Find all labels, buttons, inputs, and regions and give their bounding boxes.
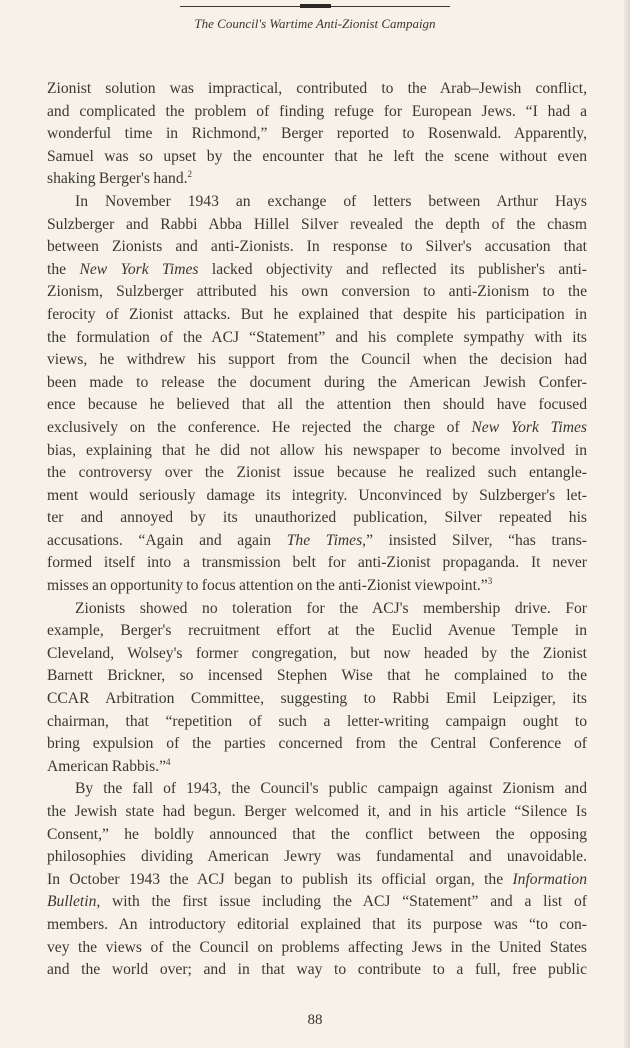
text-span: Zionists showed no toleration for the ACJ's membership drive. For	[75, 599, 587, 617]
text-line	[47, 236, 587, 259]
text-line	[47, 688, 587, 711]
text-span: In November 1943 an exchange of letters between Arthur Hays	[75, 192, 587, 210]
text-line	[47, 327, 587, 350]
text-line	[47, 191, 587, 214]
text-line	[47, 778, 587, 801]
text-span: with the first issue including the ACJ “Statement” and a list of	[100, 893, 587, 911]
italic-text: New York Times	[79, 260, 199, 278]
text-span: philosophies dividing American Jewry was fundamental and unavoidable.	[47, 848, 587, 866]
footnote-ref: 4	[166, 756, 171, 767]
text-span: lacked objectivity and reflected its publisher's anti-	[198, 260, 587, 278]
italic-text: Bulletin,	[47, 893, 101, 911]
text-line	[47, 349, 587, 372]
text-line	[47, 756, 587, 779]
text-line	[47, 846, 587, 869]
body-text	[47, 78, 587, 982]
text-line	[47, 462, 587, 485]
text-span: been made to release the document during the American Jewish Confer-	[47, 373, 587, 391]
text-span: Zionism, Sulzberger attributed his own conversion to anti-Zionism to the	[47, 283, 587, 301]
text-line	[47, 530, 587, 553]
text-span: bias, explaining that he did not allow his newspaper to become involved in	[47, 441, 587, 459]
text-line	[47, 643, 587, 666]
text-line	[47, 598, 587, 621]
text-span: the controversy over the Zionist issue because he realized such entangle-	[47, 464, 587, 482]
text-line	[47, 304, 587, 327]
running-head: The Council's Wartime Anti-Zionist Campaign	[194, 16, 436, 31]
text-line	[47, 417, 587, 440]
text-span: Barnett Brickner, so incensed Stephen Wise that he complained to the	[47, 667, 587, 685]
text-span: ter and annoyed by its unauthorized publication, Silver repeated his	[47, 509, 587, 527]
page-edge	[624, 0, 630, 1048]
text-line	[47, 440, 587, 463]
text-span: exclusively on the conference. He rejected the charge of	[47, 418, 472, 436]
text-span: members. An introductory editorial explained that its purpose was “to con-	[47, 915, 587, 933]
text-span: the	[47, 260, 80, 278]
text-span: shaking Berger's hand.	[47, 170, 188, 188]
text-span: ” insisted Silver, “has trans-	[366, 531, 587, 549]
text-line	[47, 869, 587, 892]
italic-text: The Times,	[286, 531, 367, 549]
text-span: Sulzberger and Rabbi Abba Hillel Silver revealed the depth of the chasm	[47, 215, 587, 233]
text-span: wonderful time in Richmond,” Berger reported to Rosenwald. Apparently,	[47, 125, 587, 143]
text-span: American Rabbis.”	[47, 757, 167, 775]
text-line	[47, 507, 587, 530]
text-span: bring expulsion of the parties concerned from the Central Conference of	[47, 735, 587, 753]
text-span: example, Berger's recruitment effort at the Euclid Avenue Temple in	[47, 622, 587, 640]
text-line	[47, 801, 587, 824]
text-span: between Zionists and anti-Zionists. In response to Silver's accusation that	[47, 238, 587, 256]
text-span: CCAR Arbitration Committee, suggesting to Rabbi Emil Leipziger, its	[47, 690, 587, 708]
text-line	[47, 146, 587, 169]
text-span: and complicated the problem of finding refuge for European Jews. “I had a	[47, 102, 587, 120]
text-line	[47, 937, 587, 960]
text-line	[47, 711, 587, 734]
text-span: In October 1943 the ACJ began to publish its official organ, the	[47, 870, 513, 888]
text-line	[47, 959, 587, 982]
text-span: ment would seriously damage its integrity. Unconvinced by Sulzberger's let-	[47, 486, 587, 504]
text-span: ferocity of Zionist attacks. But he explained that despite his participation in	[47, 305, 587, 323]
text-line	[47, 281, 587, 304]
text-line	[47, 733, 587, 756]
text-line	[47, 552, 587, 575]
header-rule-ornament	[300, 4, 331, 8]
page-number: 88	[307, 1012, 323, 1028]
text-span: views, he withdrew his support from the Council when the decision had	[47, 351, 587, 369]
text-span: accusations. “Again and again	[47, 531, 287, 549]
text-span: the Jewish state had begun. Berger welcomed it, and in his article “Silence Is	[47, 803, 587, 820]
text-line	[47, 824, 587, 847]
italic-text: Information	[512, 870, 587, 888]
text-line	[47, 485, 587, 508]
italic-text: New York Times	[471, 418, 588, 436]
text-span: vey the views of the Council on problems affecting Jews in the United States	[47, 938, 587, 956]
text-line	[47, 575, 587, 598]
text-span: misses an opportunity to focus attention on the anti-Zionist viewpoint.”	[47, 577, 488, 595]
text-span: the formulation of the ACJ “Statement” and his complete sympathy with its	[47, 328, 587, 346]
text-span: formed itself into a transmission belt for anti-Zionist propaganda. It never	[47, 554, 587, 572]
text-line	[47, 259, 587, 282]
text-span: Cleveland, Wolsey's former congregation, but now headed by the Zionist	[47, 644, 587, 662]
text-line	[47, 123, 587, 146]
footnote-ref: 2	[187, 169, 193, 180]
text-line	[47, 665, 587, 688]
text-span: By the fall of 1943, the Council's public campaign against Zionism and	[75, 780, 587, 798]
text-span: and the world over; and in that way to contribute to a full, free public	[47, 961, 587, 979]
footnote-ref: 3	[487, 576, 493, 587]
text-span: Samuel was so upset by the encounter that he left the scene without even	[47, 147, 587, 165]
text-line	[47, 372, 587, 395]
text-line	[47, 101, 587, 124]
text-span: Zionist solution was impractical, contributed to the Arab–Jewish conflict,	[47, 80, 587, 97]
text-line	[47, 891, 587, 914]
text-span: Consent,” he boldly announced that the conflict between the opposing	[47, 825, 587, 843]
text-line	[47, 914, 587, 937]
text-span: ence because he believed that all the attention then should have focused	[47, 396, 587, 414]
text-line	[47, 168, 587, 191]
text-line	[47, 214, 587, 237]
text-line	[47, 394, 587, 417]
text-line	[47, 78, 587, 101]
text-span: chairman, that “repetition of such a letter-writing campaign ought to	[47, 712, 587, 730]
text-line	[47, 620, 587, 643]
